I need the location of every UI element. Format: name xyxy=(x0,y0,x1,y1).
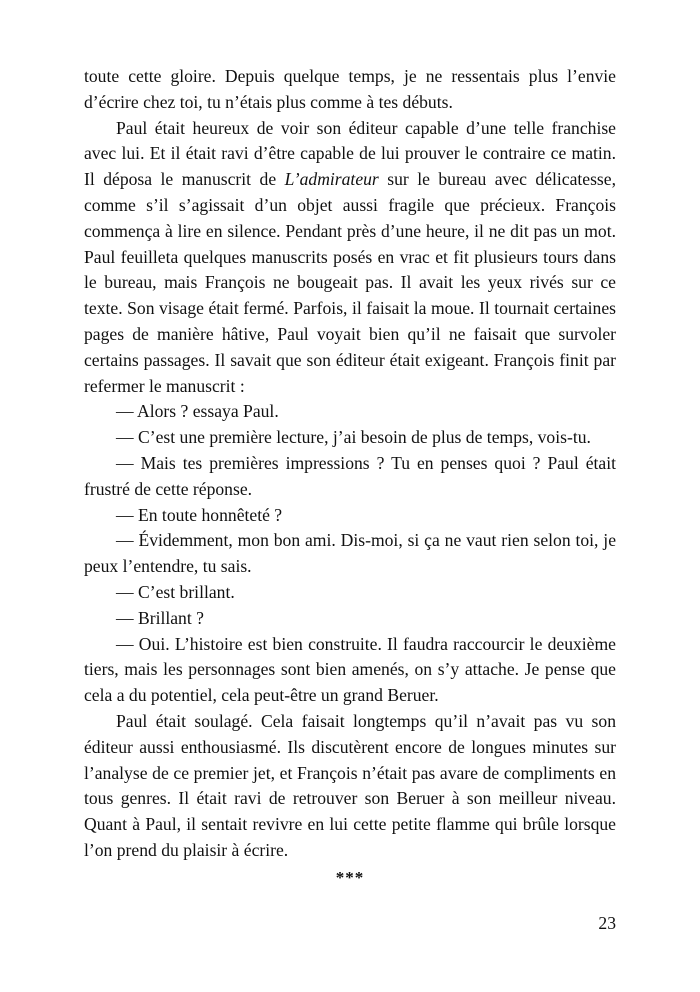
paragraph: toute cette gloire. Depuis quelque temps, je ne ressentais plus l’envie d’écrire chez toi, tu n’étais plus comme à tes débuts. xyxy=(84,66,616,112)
paragraph-text: Paul était heureux de voir son éditeur capable d’une telle franchise avec lui. Et il était ravi d’être capable de lui prouver le contraire ce matin. Il déposa le manuscrit de xyxy=(84,117,616,190)
dialogue-line: — C’est brillant. xyxy=(116,581,235,602)
dialogue-line: — Mais tes premières impressions ? Tu en penses quoi ? Paul était frustré de cette réponse. xyxy=(84,452,616,499)
dialogue-line: — Évidemment, mon bon ami. Dis-moi, si ça ne vaut rien selon toi, je peux l’entendre, tu sais. xyxy=(84,530,616,577)
paragraph xyxy=(84,116,616,400)
page-body xyxy=(84,64,616,864)
page-number: 23 xyxy=(598,913,616,933)
paragraph: Paul était soulagé. Cela faisait longtemps qu’il n’avait pas vu son éditeur aussi enthousiasmé. Ils discutèrent encore de longues minutes sur l’analyse de ce premier jet, et François n’était pas avare de compliments en tous genres. Il était ravi de retrouver son Beruer à son meilleur niveau. Quant à Paul, il sentait revivre en lui cette petite flamme qui brûle lorsque l’on prend du plaisir à écrire. xyxy=(84,710,616,860)
dialogue-line: — Brillant ? xyxy=(116,607,204,628)
dialogue-line: — En toute honnêteté ? xyxy=(116,504,283,525)
dialogue-line: — Oui. L’histoire est bien construite. Il faudra raccourcir le deuxième tiers, mais les personnages sont bien amenés, on s’y attache. Je pense que cela a du potentiel, cela peut-être un grand Beruer. xyxy=(84,633,616,706)
scene-separator: *** xyxy=(335,868,365,887)
paragraph-text: sur le bureau avec délicatesse, comme s’il s’agissait d’un objet aussi fragile que précieux. François commença à lire en silence. Pendant près d’une heure, il ne dit pas un mot. Paul feuilleta quelques manuscrits posés en vrac et fit plusieurs tours dans le bureau, mais François ne bougeait pas. Il avait les yeux rivés sur ce texte. Son visage était fermé. Parfois, il faisait la moue. Il tournait certaines pages de manière hâtive, Paul voyait bien qu’il ne faisait que survoler certains passages. Il savait que son éditeur était exigeant. François finit par refermer le manuscrit : xyxy=(84,169,616,396)
dialogue-line: — Alors ? essaya Paul. xyxy=(116,401,279,422)
dialogue-line: — C’est une première lecture, j’ai besoin de plus de temps, vois-tu. xyxy=(116,427,591,448)
book-title: L’admirateur xyxy=(284,169,379,190)
